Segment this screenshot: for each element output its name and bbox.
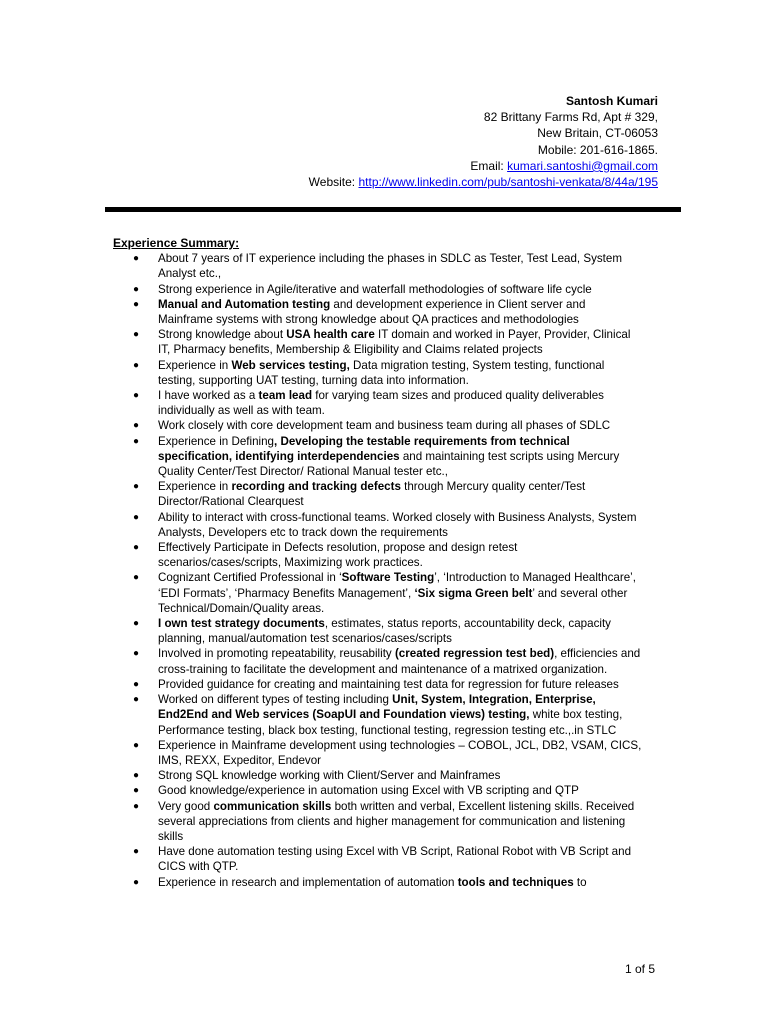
resume-header [309,93,658,190]
experience-item [113,783,643,798]
bullet-icon: ● [133,694,140,706]
experience-item [113,646,643,676]
bullet-icon: ● [133,618,140,630]
bullet-icon: ● [133,542,140,554]
item-text: Have done automation testing using Excel with VB Script, Rational Robot with VB Script and CICS with QTP. [158,845,632,874]
bullet-icon: ● [133,283,140,295]
experience-item [113,282,643,297]
bullet-icon: ● [133,846,140,858]
item-text: for varying team sizes and produced quality deliverables individually as well as with team. [158,389,604,418]
bullet-icon: ● [133,785,140,797]
item-text: Manual and Automation testing [158,297,331,311]
item-text: Worked on different types of testing including [158,693,393,707]
experience-list [113,251,643,890]
item-text: Strong knowledge about [158,328,287,342]
item-text: USA health care [286,328,375,342]
item-text: Experience in [158,358,232,372]
item-text: Experience in research and implementation of automation [158,875,458,889]
bullet-icon: ● [133,770,140,782]
experience-item [113,540,643,570]
item-text: and maintaining test scripts using Mercury Quality Center/Test Director/ Rational Manual tester etc., [158,449,620,479]
bullet-icon: ● [133,390,140,402]
experience-item [113,799,643,845]
experience-item [113,677,643,692]
experience-summary-section [113,236,643,890]
bullet-icon: ● [133,420,140,432]
item-text: Provided guidance for creating and maintaining test data for regression for future releases [158,677,619,691]
website-line [309,174,658,190]
item-text: IT domain and worked in Payer, Provider, Clinical IT, Pharmacy benefits, Membership & Eligibility and Claims related projects [158,328,631,357]
item-text: Experience in Defining [158,434,275,448]
experience-item [113,388,643,418]
item-text: white box testing, Performance testing, black box testing, functional testing, regression testing etc.,.in STLC [158,708,623,737]
item-text: Work closely with core development team and business team during all phases of SDLC [158,419,611,433]
bullet-icon: ● [133,359,140,371]
item-text: Unit, System, Integration, Enterprise, End2End and Web services (SoapUI and Foundation views) testing, [158,693,596,722]
bullet-icon: ● [133,739,140,751]
bullet-icon: ● [133,800,140,812]
website-link[interactable]: http://www.linkedin.com/pub/santoshi-venkata/8/44a/195 [358,175,658,190]
item-text: About 7 years of IT experience including the phases in SDLC as Tester, Test Lead, System Analyst etc., [158,252,623,281]
item-text: recording and tracking defects [231,480,401,494]
item-text: ’ and several other Technical/Domain/Quality areas. [158,586,628,615]
item-text: , Developing the testable requirements from technical specification, identifying interdependencies [158,434,570,463]
item-text: Web services testing, [231,358,350,372]
item-text: Strong SQL knowledge working with Client/Server and Mainframes [158,769,501,783]
item-text: ’, ‘Introduction to Managed Healthcare’, ‘EDI Formats’, ‘Pharmacy Benefits Management’, [158,571,636,600]
item-text: Experience in Mainframe development using technologies – COBOL, JCL, DB2, VSAM, CICS, IMS, REXX, Expeditor, Endevor [158,738,642,767]
experience-item [113,570,643,616]
bullet-icon: ● [133,648,140,660]
item-text: and development experience in Client server and Mainframe systems with strong knowledge about QA practices and methodologies [158,297,586,327]
website-label: Website: [308,175,359,190]
item-text: , efficiencies and cross-training to facilitate the development and maintenance of a matrixed organization. [158,647,641,676]
experience-item [113,738,643,768]
bullet-icon: ● [133,481,140,493]
page-number: 1 of 5 [624,962,655,976]
experience-item [113,875,643,890]
experience-item [113,297,643,327]
bullet-icon: ● [133,329,140,341]
experience-item [113,434,643,480]
experience-item [113,616,643,646]
item-text: Cognizant Certified Professional in ‘ [158,571,342,585]
bullet-icon: ● [133,298,140,310]
bullet-icon: ● [133,572,140,584]
item-text: team lead [258,389,313,403]
email-label: Email: [470,158,508,173]
experience-item [113,479,643,509]
email-link[interactable]: kumari.santoshi@gmail.com [507,158,658,173]
item-text: Data migration testing, System testing, functional testing, supporting UAT testing, turning data into information. [158,358,605,387]
experience-item [113,358,643,388]
item-text: Ability to interact with cross-functional teams. Worked closely with Business Analysts, System Analysts, Developers etc to track down the requirements [158,510,637,539]
item-text: to [573,875,587,889]
bullet-icon: ● [133,253,140,265]
item-text: Involved in promoting repeatability, reusability [158,647,395,661]
bullet-icon: ● [133,876,140,888]
experience-item [113,327,643,357]
item-text: both written and verbal, Excellent listening skills. Received several appreciations from clients and higher management for communication and listening skills [158,799,635,843]
bullet-icon: ● [133,678,140,690]
item-text: communication skills [213,799,332,813]
mobile-number: Mobile: 201-616-1865. [537,142,658,157]
header-divider [105,207,681,212]
bullet-icon: ● [133,435,140,447]
item-text: Experience in [158,480,232,494]
item-text: Very good [158,799,214,813]
item-text: Strong experience in Agile/iterative and waterfall methodologies of software life cycle [158,282,592,296]
experience-item [113,692,643,738]
experience-item [113,768,643,783]
candidate-name: Santosh Kumari [565,94,658,108]
item-text: I own test strategy documents [158,617,325,631]
item-text: (created regression test bed) [394,647,555,661]
experience-item [113,418,643,433]
item-text: I have worked as a [158,389,259,403]
item-text: Good knowledge/experience in automation using Excel with VB scripting and QTP [158,784,579,798]
bullet-icon: ● [133,511,140,523]
item-text: Software Testing [341,571,435,585]
item-text: tools and techniques [457,875,574,889]
email-line [309,158,658,174]
experience-item [113,844,643,874]
item-text: , estimates, status reports, accountability deck, capacity planning, manual/automation test scenarios/cases/scripts [158,617,611,646]
item-text: through Mercury quality center/Test Director/Rational Clearquest [158,480,586,509]
experience-item [113,510,643,540]
address-line-1: 82 Brittany Farms Rd, Apt # 329, [483,110,658,125]
address-line-2: New Britain, CT-06053 [537,126,658,141]
item-text: Effectively Participate in Defects resolution, propose and design retest scenarios/cases/scripts, Maximizing work practices. [158,541,518,570]
item-text: ‘Six sigma Green belt [414,586,533,600]
experience-item [113,251,643,281]
experience-summary-title: Experience Summary: [113,236,240,250]
